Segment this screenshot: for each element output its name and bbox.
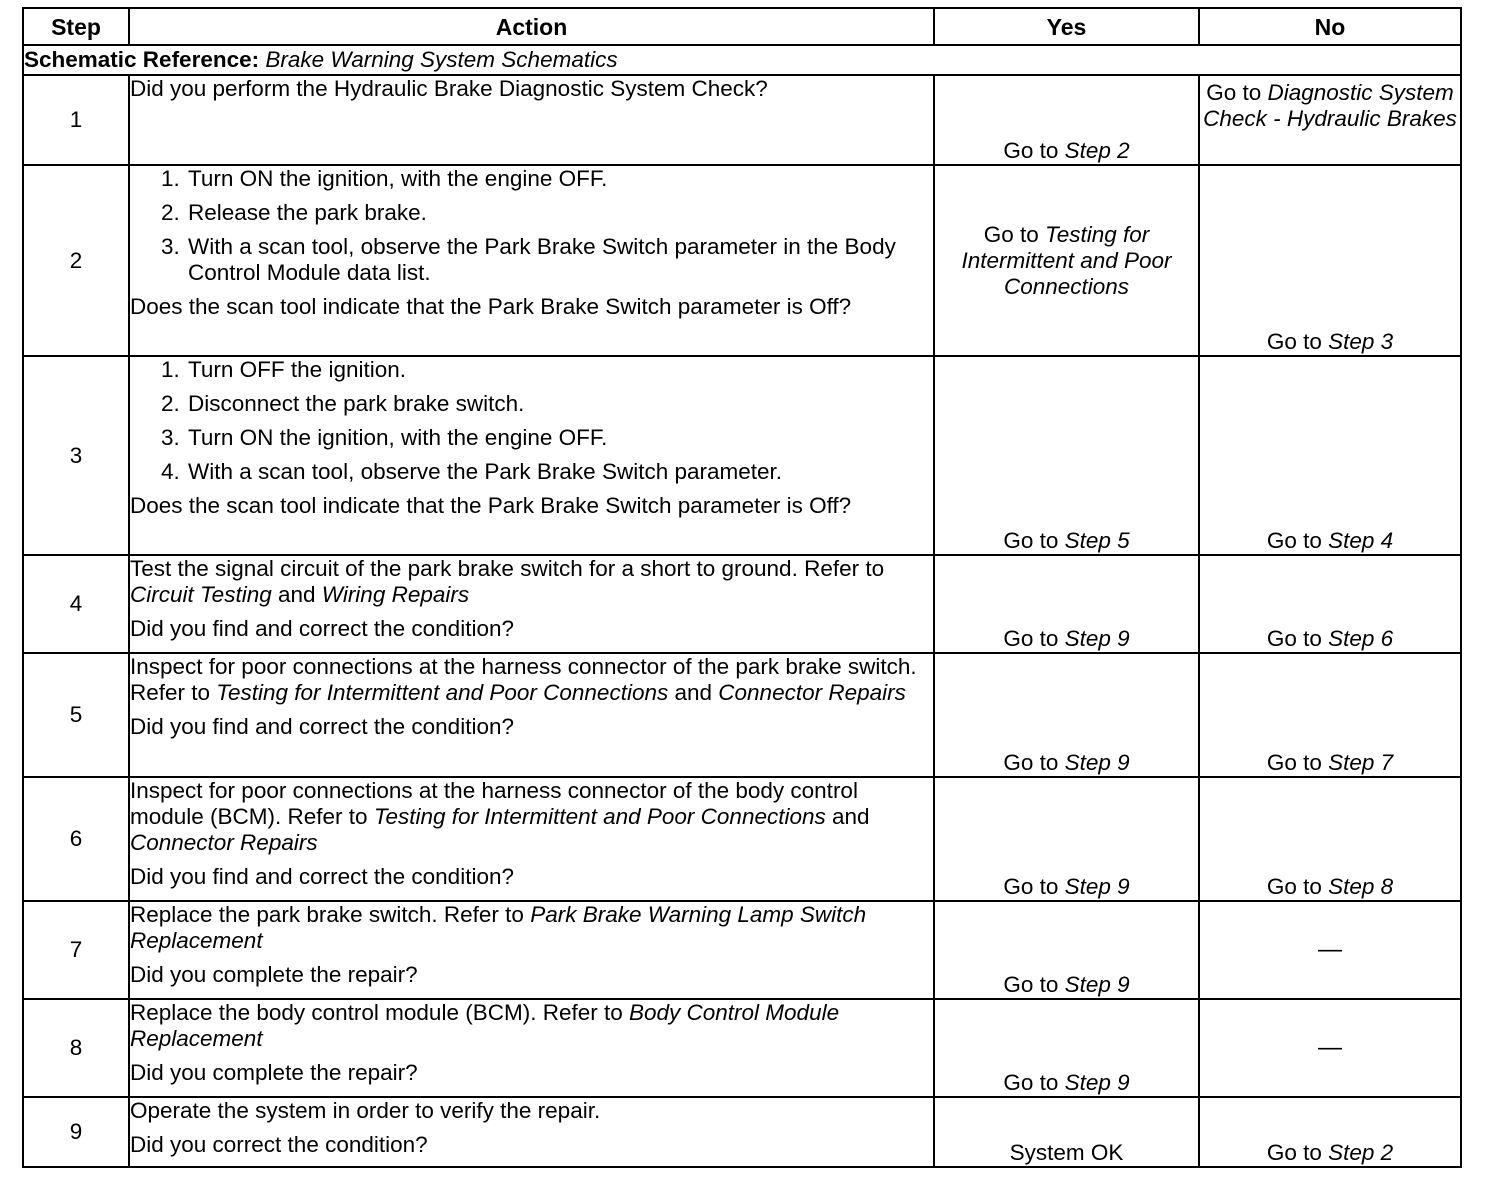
list-item: 2. Release the park brake. — [186, 200, 933, 226]
no-cell — [1199, 75, 1461, 165]
no-cell — [1199, 1097, 1461, 1167]
no-cell — [1199, 999, 1461, 1097]
diagnostic-table — [22, 7, 1462, 1168]
action-text — [130, 654, 933, 706]
wiring-repairs-link[interactable]: Wiring Repairs — [321, 582, 470, 607]
yes-cell — [934, 1097, 1199, 1167]
list-item: 4. With a scan tool, observe the Park Brake Switch parameter. — [186, 459, 933, 485]
action-question: Did you correct the condition? — [130, 1132, 428, 1157]
table-row — [23, 777, 1461, 901]
action-question: Did you find and correct the condition? — [130, 864, 514, 889]
no-cell — [1199, 356, 1461, 555]
action-question: Did you complete the repair? — [130, 962, 418, 987]
no-prefix: Go to — [1266, 626, 1329, 651]
yes-link[interactable]: Step 9 — [1064, 1070, 1130, 1095]
step-number: 1 — [23, 75, 129, 165]
step-number: 4 — [23, 555, 129, 653]
circuit-testing-link[interactable]: Circuit Testing — [130, 582, 272, 607]
action-text — [130, 556, 933, 608]
replacement-link[interactable]: Body Control Module Replacement — [130, 1000, 840, 1051]
testing-intermittent-link[interactable]: Testing for Intermittent and Poor Connections — [216, 680, 669, 705]
no-cell — [1199, 653, 1461, 777]
step-number: 9 — [23, 1097, 129, 1167]
step-action — [129, 165, 934, 356]
table-row — [23, 653, 1461, 777]
action-text — [130, 902, 933, 954]
no-prefix: Go to — [1266, 750, 1329, 775]
yes-cell — [934, 999, 1199, 1097]
yes-prefix: Go to — [1003, 874, 1065, 899]
step-number: 5 — [23, 653, 129, 777]
no-prefix: Go to — [1266, 329, 1329, 354]
list-item: 1. Turn OFF the ignition. — [186, 357, 933, 383]
step-number: 2 — [23, 165, 129, 356]
no-link[interactable]: Step 8 — [1328, 874, 1394, 899]
list-item: 3. With a scan tool, observe the Park Brake Switch parameter in the Body Control Module data list. — [186, 234, 933, 286]
table-row — [23, 1097, 1461, 1167]
step-list — [130, 166, 933, 286]
action-text-part: Replace the body control module (BCM). Refer to — [130, 1000, 629, 1025]
schematic-row — [23, 45, 1461, 75]
no-dash: — — [1318, 1034, 1342, 1061]
action-question: Did you find and correct the condition? — [130, 616, 514, 641]
action-text — [130, 1000, 933, 1052]
yes-cell — [934, 653, 1199, 777]
yes-text: System OK — [1009, 1140, 1124, 1165]
schematic-reference — [23, 45, 1461, 75]
schematic-link[interactable]: Brake Warning System Schematics — [265, 47, 618, 72]
yes-prefix: Go to — [983, 221, 1046, 247]
step-number: 3 — [23, 356, 129, 555]
yes-link[interactable]: Step 9 — [1064, 972, 1130, 997]
table-row — [23, 555, 1461, 653]
table-row — [23, 165, 1461, 356]
schematic-label: Schematic Reference: — [24, 47, 260, 72]
no-link[interactable]: Step 7 — [1328, 750, 1394, 775]
no-link[interactable]: Step 6 — [1328, 626, 1394, 651]
action-text-part: Replace the park brake switch. Refer to — [130, 902, 531, 927]
step-action — [129, 653, 934, 777]
table-row — [23, 999, 1461, 1097]
replacement-link[interactable]: Park Brake Warning Lamp Switch Replacement — [130, 902, 867, 953]
no-cell — [1199, 777, 1461, 901]
table-row — [23, 901, 1461, 999]
header-step: Step — [23, 8, 129, 45]
step-action — [129, 777, 934, 901]
header-action: Action — [129, 8, 934, 45]
list-item: 2. Disconnect the park brake switch. — [186, 391, 933, 417]
action-text-part: Inspect for poor connections at the harness connector of the body control module (BCM). Refer to — [130, 778, 858, 829]
list-item: 1. Turn ON the ignition, with the engine OFF. — [186, 166, 933, 192]
step-action — [129, 1097, 934, 1167]
action-text: Did you perform the Hydraulic Brake Diagnostic System Check? — [130, 76, 768, 101]
yes-link[interactable]: Step 9 — [1064, 626, 1130, 651]
yes-prefix: Go to — [1003, 138, 1065, 163]
yes-prefix: Go to — [1003, 528, 1065, 553]
yes-cell — [934, 777, 1199, 901]
no-link[interactable]: Step 3 — [1328, 329, 1394, 354]
action-text-part: Test the signal circuit of the park brake switch for a short to ground. Refer to — [130, 556, 885, 581]
step-action — [129, 999, 934, 1097]
table-row — [23, 75, 1461, 165]
action-text-part: and — [271, 582, 322, 607]
no-link[interactable]: Step 2 — [1328, 1140, 1394, 1165]
yes-link[interactable]: Testing for Intermittent and Poor Connections — [961, 221, 1172, 299]
header-row — [23, 8, 1461, 45]
no-cell — [1199, 555, 1461, 653]
step-action — [129, 75, 934, 165]
action-text — [130, 778, 933, 856]
list-item: 3. Turn ON the ignition, with the engine OFF. — [186, 425, 933, 451]
no-cell — [1199, 165, 1461, 356]
action-text-part: and — [668, 680, 719, 705]
yes-link[interactable]: Step 9 — [1064, 750, 1130, 775]
yes-cell — [934, 901, 1199, 999]
step-list — [130, 357, 933, 485]
yes-link[interactable]: Step 5 — [1064, 528, 1130, 553]
connector-repairs-link[interactable]: Connector Repairs — [130, 830, 318, 855]
header-yes: Yes — [934, 8, 1199, 45]
header-no: No — [1199, 8, 1461, 45]
yes-cell — [934, 555, 1199, 653]
yes-cell — [934, 75, 1199, 165]
no-prefix: Go to — [1266, 1140, 1329, 1165]
yes-link[interactable]: Step 2 — [1064, 138, 1130, 163]
step-action — [129, 901, 934, 999]
connector-repairs-link[interactable]: Connector Repairs — [718, 680, 906, 705]
action-text-part: and — [825, 804, 870, 829]
yes-link[interactable]: Step 9 — [1064, 874, 1130, 899]
action-question: Does the scan tool indicate that the Park Brake Switch parameter is Off? — [130, 294, 852, 319]
testing-intermittent-link[interactable]: Testing for Intermittent and Poor Connections — [373, 804, 826, 829]
yes-cell — [934, 356, 1199, 555]
action-text-part: Inspect for poor connections at the harness connector of the park brake switch. Refer to — [130, 654, 917, 705]
no-link[interactable]: Step 4 — [1328, 528, 1394, 553]
step-number: 7 — [23, 901, 129, 999]
action-text: Operate the system in order to verify the repair. — [130, 1098, 601, 1123]
no-link[interactable]: Diagnostic System Check - Hydraulic Brakes — [1203, 80, 1457, 131]
step-action — [129, 356, 934, 555]
step-number: 8 — [23, 999, 129, 1097]
yes-cell — [934, 165, 1199, 356]
no-cell — [1199, 901, 1461, 999]
no-prefix: Go to — [1206, 80, 1268, 105]
yes-prefix: Go to — [1003, 626, 1065, 651]
action-question: Did you complete the repair? — [130, 1060, 418, 1085]
step-action — [129, 555, 934, 653]
action-question: Did you find and correct the condition? — [130, 714, 514, 739]
yes-prefix: Go to — [1003, 750, 1065, 775]
no-dash: — — [1318, 936, 1342, 963]
yes-prefix: Go to — [1003, 1070, 1065, 1095]
yes-prefix: Go to — [1003, 972, 1065, 997]
no-prefix: Go to — [1266, 528, 1329, 553]
action-question: Does the scan tool indicate that the Park Brake Switch parameter is Off? — [130, 493, 852, 518]
table-row — [23, 356, 1461, 555]
no-prefix: Go to — [1266, 874, 1329, 899]
step-number: 6 — [23, 777, 129, 901]
